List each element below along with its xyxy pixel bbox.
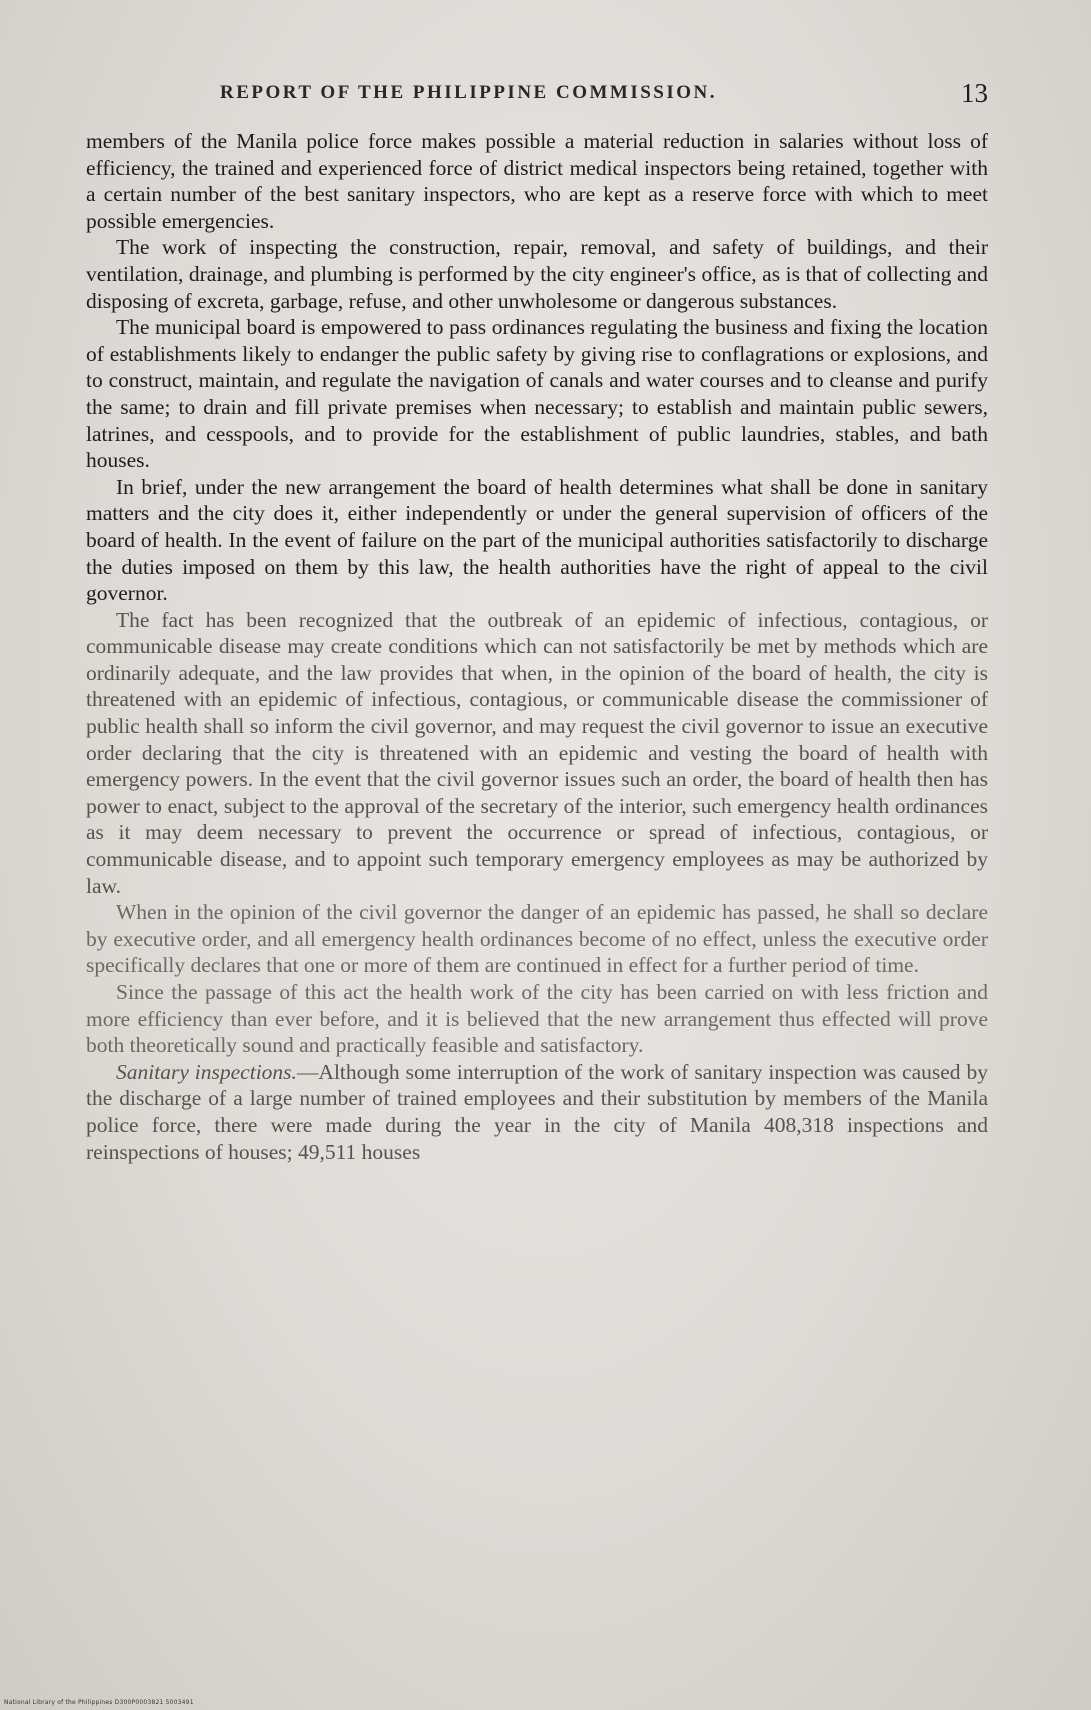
- paragraph-5: The fact has been recognized that the outbreak of an epidemic of infectious, contagious, or communicable disease may create conditions which can not satisfactorily be met by methods which are ordinarily adequate, and the law provides that when, in the opinion of the board of health, the city is threatened with an epidemic of infectious, contagious, or communicable disease the commissioner of public health shall so inform the civil governor, and may request the civil governor to issue an executive order declaring that the city is threatened with an epidemic and vesting the board of health with emergency powers. In the event that the civil governor issues such an order, the board of health then has power to enact, subject to the approval of the secretary of the interior, such emergency health ordinances as it may deem necessary to prevent the occurrence or spread of infectious, contagious, or communicable disease, and to appoint such temporary emergency employees as may be authorized by law.: [86, 607, 988, 898]
- body-text: [86, 128, 988, 1165]
- paragraph-1: members of the Manila police force makes possible a material reduction in salaries without loss of efficiency, the trained and experienced force of district medical inspectors being retained, together with a certain number of the best sanitary inspectors, who are kept as a reserve force with which to meet possible emergencies.: [86, 129, 988, 233]
- page-header: [90, 78, 990, 114]
- paragraph-6: When in the opinion of the civil governor the danger of an epidemic has passed, he shall so declare by executive order, and all emergency health ordinances become of no effect, unless the executive order specifically declares that one or more of them are continued in effect for a further period of time.: [86, 900, 988, 978]
- paragraph-8: [86, 1059, 988, 1165]
- footer-note: National Library of the Philippines D300P0003821 5003491: [4, 1699, 194, 1706]
- paragraph-3: The municipal board is empowered to pass ordinances regulating the business and fixing the location of establishments likely to endanger the public safety by giving rise to conflagrations or explosions, and to construct, maintain, and regulate the navigation of canals and water courses and to cleanse and purify the same; to drain and fill private premises when necessary; to establish and maintain public sewers, latrines, and cesspools, and to provide for the establishment of public laundries, stables, and bath houses.: [86, 315, 988, 473]
- paragraph-7: Since the passage of this act the health work of the city has been carried on with less friction and more efficiency than ever before, and it is believed that the new arrangement thus effected will prove both theoretically sound and practically feasible and satisfactory.: [86, 980, 988, 1058]
- paragraph-4: In brief, under the new arrangement the board of health determines what shall be done in sanitary matters and the city does it, either independently or under the general supervision of officers of the board of health. In the event of failure on the part of the municipal authorities satisfactorily to discharge the duties imposed on them by this law, the health authorities have the right of appeal to the civil governor.: [86, 474, 988, 606]
- paragraph-2: The work of inspecting the construction, repair, removal, and safety of buildings, and their ventilation, drainage, and plumbing is performed by the city engineer's office, as is that of collecting and disposing of excreta, garbage, refuse, and other unwholesome or dangerous substances.: [86, 235, 988, 313]
- page-number: 13: [961, 78, 988, 108]
- paragraph-8-text: —Although some interruption of the work of sanitary inspection was caused by the discharge of a large number of trained employees and their substitution by members of the Manila police force, there were made during the year in the city of Manila 408,318 inspections and reinspections of houses; 49,511 houses: [86, 1059, 988, 1164]
- section-lead: Sanitary inspections.: [116, 1059, 297, 1084]
- running-title: REPORT OF THE PHILIPPINE COMMISSION.: [220, 82, 718, 103]
